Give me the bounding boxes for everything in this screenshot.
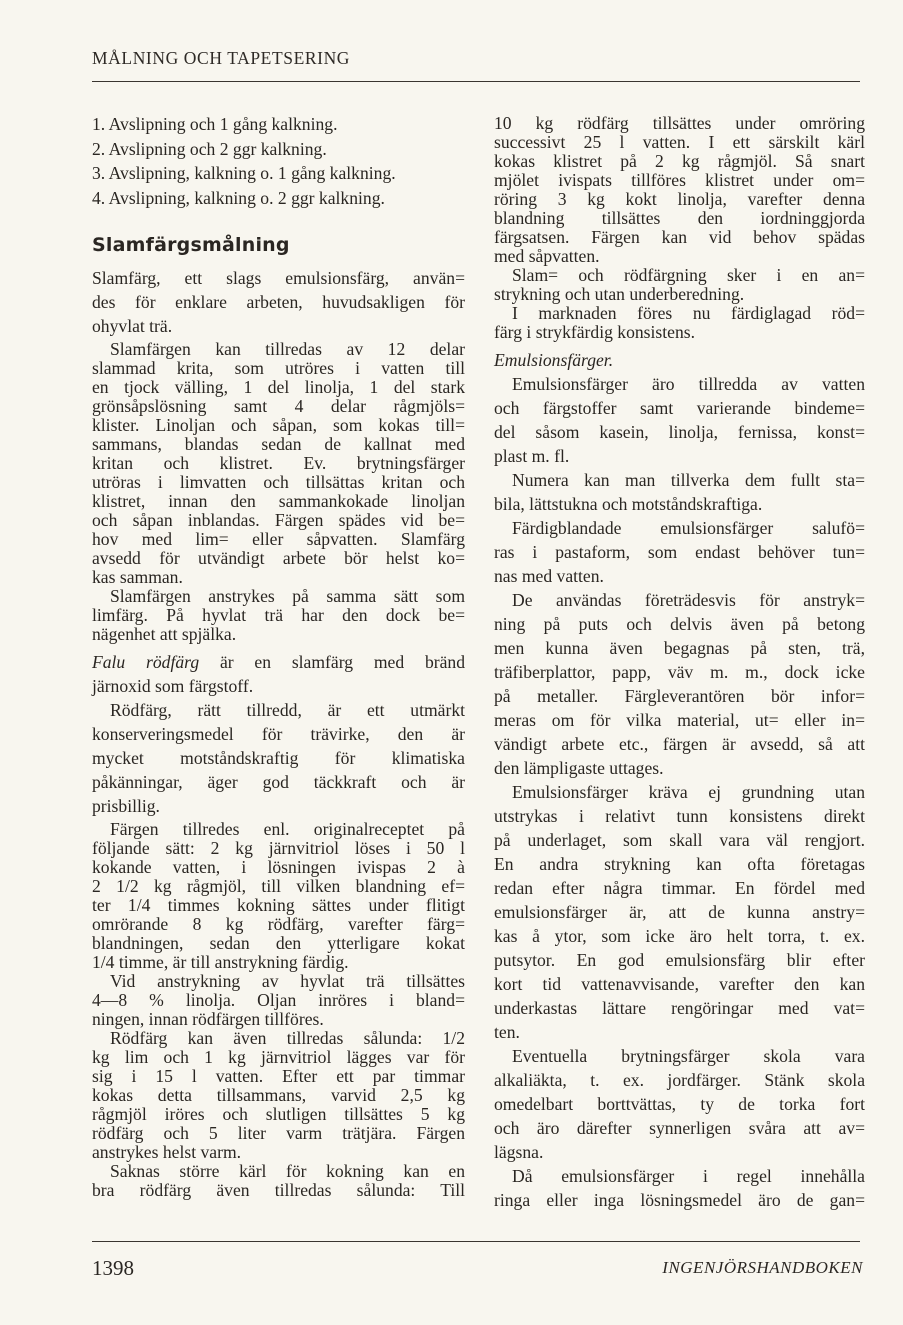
paragraph bbox=[494, 516, 865, 588]
page-number: 1398 bbox=[92, 1256, 134, 1280]
text-line: underkastas lättare rengöringar med vat= bbox=[494, 998, 865, 1018]
list-item: 1. Avslipning och 1 gång kalkning. bbox=[92, 114, 338, 134]
text-line: järnoxid som färgstoff. bbox=[92, 676, 254, 696]
text-line: klistret, innan den sammankokade linoljan bbox=[92, 491, 465, 511]
text-line: I marknaden föres nu färdiglagad röd= bbox=[512, 303, 865, 323]
text-line: påkänningar, äger god täckkraft och är bbox=[92, 772, 465, 792]
subheading-emulsion: Emulsionsfärger. bbox=[494, 350, 614, 370]
numbered-list bbox=[92, 112, 465, 210]
text-line: 1/4 timme, är till anstrykning färdig. bbox=[92, 952, 349, 972]
list-item: 3. Avslipning, kalkning o. 1 gång kalkning. bbox=[92, 163, 396, 183]
text-line bbox=[92, 650, 465, 674]
text-line: rågmjöl iröres och slutligen tillsättes 5 kg bbox=[92, 1104, 465, 1124]
text-line: Emulsionsfärger kräva ej grundning utan bbox=[512, 782, 865, 802]
text-line: putsytor. En god emulsionsfärg blir efter bbox=[494, 950, 865, 970]
text-line: Slamfärg, ett slags emulsionsfärg, använ= bbox=[92, 268, 465, 288]
text-line: meras om för vilka material, ut= eller in= bbox=[494, 710, 865, 730]
list-item: 4. Avslipning, kalkning o. 2 ggr kalkning. bbox=[92, 187, 385, 208]
book-title: INGENJÖRSHANDBOKEN bbox=[662, 1258, 863, 1277]
paragraph bbox=[494, 304, 865, 342]
text-line: bra rödfärg även tillredas sålunda: Till bbox=[92, 1180, 465, 1200]
text-line: del såsom kasein, linolja, fernissa, konst= bbox=[494, 422, 865, 442]
paragraph bbox=[494, 348, 865, 372]
text-line: en tjock välling, 1 del linolja, 1 del stark bbox=[92, 377, 465, 397]
text-line: Slam= och rödfärgning sker i en an= bbox=[512, 265, 865, 285]
left-column bbox=[92, 112, 465, 1200]
text-line: anstrykes helst varm. bbox=[92, 1142, 242, 1162]
text-line: konserveringsmedel för trävirke, den är bbox=[92, 724, 465, 744]
text-line: ringa eller inga lösningsmedel äro de gan= bbox=[494, 1190, 865, 1210]
text-line: färg i strykfärdig konsistens. bbox=[494, 322, 695, 342]
paragraph bbox=[92, 698, 465, 818]
text-line: bila, lättstukna och motståndskraftiga. bbox=[494, 494, 763, 514]
text-line: hov med lim= eller såpvatten. Slamfärg bbox=[92, 529, 465, 549]
text-line: Emulsionsfärger äro tillredda av vatten bbox=[512, 374, 865, 394]
text-line: kg lim och 1 kg järnvitriol lägges var för bbox=[92, 1047, 465, 1067]
text-line: nägenhet att spjälka. bbox=[92, 624, 237, 644]
text-line: ningen, innan rödfärgen tillföres. bbox=[92, 1009, 324, 1029]
list-item: 2. Avslipning och 2 ggr kalkning. bbox=[92, 138, 327, 159]
text-line: kokas detta tillsammans, varvid 2,5 kg bbox=[92, 1085, 465, 1105]
text-line: slammad krita, som utröres i vatten till bbox=[92, 358, 465, 378]
right-column bbox=[494, 114, 865, 1212]
text-line: kokas klistret på 2 kg rågmjöl. Så snart bbox=[494, 151, 865, 171]
text-line: Färdigblandade emulsionsfärger salufö= bbox=[512, 518, 865, 538]
text-line: redan efter några timmar. En fördel med bbox=[494, 878, 865, 898]
paragraph bbox=[92, 587, 465, 644]
text-line: Rödfärg, rätt tillredd, är ett utmärkt bbox=[110, 700, 465, 720]
footer-rule bbox=[92, 1241, 860, 1242]
text-line: och äro därefter synnerligen svåra att av= bbox=[494, 1118, 865, 1138]
text-line: men kunna även begagnas på sten, trä, bbox=[494, 638, 865, 658]
text-line: på metaller. Färgleverantören bör infor= bbox=[494, 686, 865, 706]
text-line: utstrykas i relativt tunn konsistens direkt bbox=[494, 806, 865, 826]
text-line: ras i pastaform, som endast behöver tun= bbox=[494, 542, 865, 562]
text-line: prisbillig. bbox=[92, 796, 160, 816]
text-line: Vid anstrykning av hyvlat trä tillsättes bbox=[110, 971, 465, 991]
text-line: 4—8 % linolja. Oljan inröres i bland= bbox=[92, 990, 465, 1010]
text-line: Numera kan man tillverka dem fullt sta= bbox=[512, 470, 865, 490]
text-line: Eventuella brytningsfärger skola vara bbox=[512, 1046, 865, 1066]
paragraph bbox=[494, 588, 865, 780]
text-line: den lämpligaste uttages. bbox=[494, 758, 664, 778]
paragraph bbox=[92, 1162, 465, 1200]
text-line: ter 1/4 timmes kokning sättes under flitigt bbox=[92, 895, 465, 915]
text-line: blandningen, sedan den ytterligare kokat bbox=[92, 933, 465, 953]
text-line: successivt 25 l vatten. I ett särskilt kärl bbox=[494, 132, 865, 152]
text-line: rödfärg och 5 liter varm trätjära. Färgen bbox=[92, 1123, 465, 1143]
text-line: kas samman. bbox=[92, 567, 183, 587]
paragraph bbox=[92, 820, 465, 972]
text-line: De användas företrädesvis för anstryk= bbox=[512, 590, 865, 610]
text-line: En andra strykning kan ofta företagas bbox=[494, 854, 865, 874]
text-line: Färgen tillredes enl. originalreceptet på bbox=[110, 819, 465, 839]
text-line: ning på puts och delvis även på betong bbox=[494, 614, 865, 634]
text-line: färgsatsen. Färgen kan vid behov spädas bbox=[494, 227, 865, 247]
text-line: träfiberplattor, papp, väv m. m., dock icke bbox=[494, 662, 865, 682]
paragraph bbox=[494, 1044, 865, 1164]
paragraph bbox=[92, 650, 465, 698]
text-line: mjölet ivispats tillföres klistret under om= bbox=[494, 170, 865, 190]
paragraph bbox=[494, 266, 865, 304]
italic-term: Falu rödfärg bbox=[92, 652, 200, 672]
paragraph bbox=[494, 468, 865, 516]
section-heading: Slamfärgsmålning bbox=[92, 234, 290, 256]
text-line: des för enklare arbeten, huvudsakligen för bbox=[92, 292, 465, 312]
text-line: mycket motståndskraftig för klimatiska bbox=[92, 748, 465, 768]
text-line: röring 3 kg kokt linolja, varefter denna bbox=[494, 189, 865, 209]
text-line: 10 kg rödfärg tillsättes under omröring bbox=[494, 113, 865, 133]
text-line: lägsna. bbox=[494, 1142, 544, 1162]
header-rule bbox=[92, 81, 860, 82]
paragraph bbox=[494, 372, 865, 468]
paragraph bbox=[92, 1029, 465, 1162]
text-line: på underlaget, som skall vara väl rengjort. bbox=[494, 830, 865, 850]
text-line: Slamfärgen kan tillredas av 12 delar bbox=[110, 339, 465, 359]
paragraph bbox=[92, 266, 465, 338]
text-line: utröras i limvatten och tillsättas kritan och bbox=[92, 472, 465, 492]
text-line: avsedd för utvändigt arbete bör helst ko= bbox=[92, 548, 465, 568]
text-line: och färgstoffer samt varierande bindeme= bbox=[494, 398, 865, 418]
text-line: sig i 15 l vatten. Efter ett par timmar bbox=[92, 1066, 465, 1086]
text-line: omedelbart borttvättas, ty de torka fort bbox=[494, 1094, 865, 1114]
text-line: limfärg. På hyvlat trä har den dock be= bbox=[92, 605, 465, 625]
text-line: 2 1/2 kg rågmjöl, till vilken blandning ef= bbox=[92, 876, 465, 896]
text-line: följande sätt: 2 kg järnvitriol löses i 50 l bbox=[92, 838, 465, 858]
text-line: plast m. fl. bbox=[494, 446, 570, 466]
paragraph bbox=[494, 780, 865, 1044]
paragraph bbox=[494, 114, 865, 266]
text-line: kritan och klistret. Ev. brytningsfärger bbox=[92, 453, 465, 473]
text-line: och såpan inblandas. Färgen spädes vid be= bbox=[92, 510, 465, 530]
text-line: grönsåpslösning samt 4 delar rågmjöls= bbox=[92, 396, 465, 416]
text-line: omrörande 8 kg rödfärg, varefter färg= bbox=[92, 914, 465, 934]
paragraph bbox=[92, 340, 465, 587]
text-line: blandning tillsättes den iordninggjorda bbox=[494, 208, 865, 228]
text-line: med såpvatten. bbox=[494, 246, 600, 266]
text-line: sammans, blandas sedan de kallnat med bbox=[92, 434, 465, 454]
text-line: kas å ytor, som icke äro helt torra, t. ex. bbox=[494, 926, 865, 946]
paragraph bbox=[494, 1164, 865, 1212]
text-fragment: är en slamfärg med bränd bbox=[199, 652, 465, 672]
text-line: strykning och utan underberedning. bbox=[494, 284, 745, 304]
text-line: Slamfärgen anstrykes på samma sätt som bbox=[110, 586, 465, 606]
text-line: Då emulsionsfärger i regel innehålla bbox=[512, 1166, 865, 1186]
running-head: MÅLNING OCH TAPETSERING bbox=[92, 48, 351, 68]
text-line: alkaliäkta, t. ex. jordfärger. Stänk skola bbox=[494, 1070, 865, 1090]
text-line: kokande vatten, i lösningen ivispas 2 à bbox=[92, 857, 465, 877]
text-line: ohyvlat trä. bbox=[92, 316, 173, 336]
text-line: ten. bbox=[494, 1022, 520, 1042]
text-line: nas med vatten. bbox=[494, 566, 604, 586]
text-line: Saknas större kärl för kokning kan en bbox=[110, 1161, 465, 1181]
text-line: kort tid vattenavvisande, varefter den kan bbox=[494, 974, 865, 994]
text-line: Rödfärg kan även tillredas sålunda: 1/2 bbox=[110, 1028, 465, 1048]
text-line: klister. Linoljan och såpan, som kokas till= bbox=[92, 415, 465, 435]
text-line: emulsionsfärger är, att de kunna anstry= bbox=[494, 902, 865, 922]
paragraph bbox=[92, 972, 465, 1029]
text-line: vändigt arbete etc., färgen är avsedd, så att bbox=[494, 734, 865, 754]
